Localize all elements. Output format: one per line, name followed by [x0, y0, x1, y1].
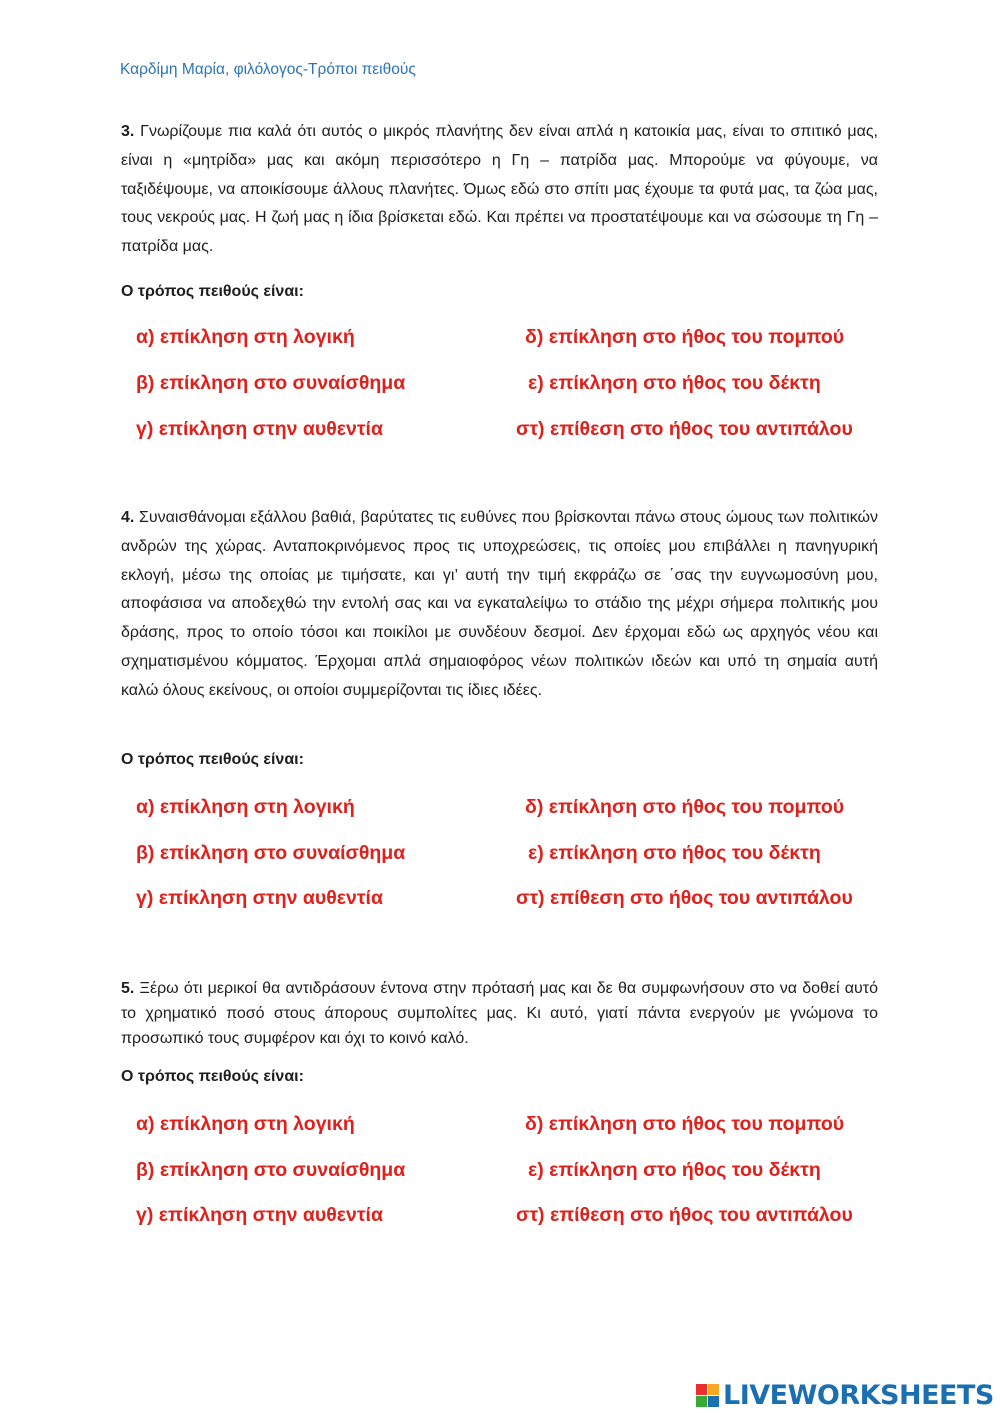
q5-option-e[interactable]: ε) επίκληση στο ήθος του δέκτη — [528, 1159, 821, 1181]
q4-option-c[interactable]: γ) επίκληση στην αυθεντία — [136, 887, 383, 909]
question-4-number: 4. — [121, 509, 135, 526]
q5-option-a[interactable]: α) επίκληση στη λογική — [136, 1113, 355, 1135]
q3-option-d[interactable]: δ) επίκληση στο ήθος του πομπού — [525, 326, 845, 348]
q3-option-b[interactable]: β) επίκληση στο συναίσθημα — [136, 372, 406, 394]
q5-option-f[interactable]: στ) επίθεση στο ήθος του αντιπάλου — [516, 1204, 853, 1226]
question-3-prompt: Ο τρόπος πειθούς είναι: — [121, 283, 304, 300]
logo-square-red — [696, 1384, 707, 1395]
question-4-prompt: Ο τρόπος πειθούς είναι: — [121, 751, 304, 768]
q5-option-d[interactable]: δ) επίκληση στο ήθος του πομπού — [525, 1113, 845, 1135]
q4-option-d[interactable]: δ) επίκληση στο ήθος του πομπού — [525, 796, 845, 818]
question-3-number: 3. — [121, 123, 135, 140]
q3-option-a[interactable]: α) επίκληση στη λογική — [136, 326, 355, 348]
q5-option-b[interactable]: β) επίκληση στο συναίσθημα — [136, 1159, 406, 1181]
q3-option-f[interactable]: στ) επίθεση στο ήθος του αντιπάλου — [516, 418, 853, 440]
question-5-text: 5. Ξέρω ότι μερικοί θα αντιδράσουν έντονα στην πρότασή μας και δε θα συμφωνήσουν στο να δοθεί αυτό το χρηματικό ποσό στους άπορους συμπολίτες μας. Κι αυτό, γιατί πάντα ενεργούν με γνώμονα το προσωπικό τους συμφέρον και όχι το κοινό καλό. — [121, 980, 878, 1047]
logo-square-green — [696, 1396, 707, 1407]
logo-square-blue — [708, 1396, 719, 1407]
question-5-prompt: Ο τρόπος πειθούς είναι: — [121, 1068, 304, 1085]
q4-option-e[interactable]: ε) επίκληση στο ήθος του δέκτη — [528, 842, 821, 864]
q5-option-c[interactable]: γ) επίκληση στην αυθεντία — [136, 1204, 383, 1226]
liveworksheets-logo-icon — [696, 1384, 719, 1407]
q4-option-b[interactable]: β) επίκληση στο συναίσθημα — [136, 842, 406, 864]
page-header: Καρδίμη Μαρία, φιλόλογος-Τρόποι πειθούς — [120, 61, 416, 78]
liveworksheets-logo-text: LIVEWORKSHEETS — [723, 1379, 994, 1411]
question-5-number: 5. — [121, 980, 135, 997]
q4-option-f[interactable]: στ) επίθεση στο ήθος του αντιπάλου — [516, 887, 853, 909]
q4-option-a[interactable]: α) επίκληση στη λογική — [136, 796, 355, 818]
q3-option-c[interactable]: γ) επίκληση στην αυθεντία — [136, 418, 383, 440]
question-3-text: 3. Γνωρίζουμε πια καλά ότι αυτός ο μικρός πλανήτης δεν είναι απλά η κατοικία μας, είναι το σπιτικό μας, είναι η «μητρίδα» μας και ακόμη περισσότερο η Γη – πατρίδα μας. Μπορούμε να φύγουμε, να ταξιδέψουμε, να αποικίσουμε άλλους πλανήτες. Όμως εδώ στο σπίτι μας έχουμε τα φυτά μας, τα ζώα μας, τους νεκρούς μας. Η ζωή μας η ίδια βρίσκεται εδώ. Και πρέπει να προστατέψουμε και να σώσουμε τη Γη – πατρίδα μας. — [121, 123, 878, 256]
logo-square-orange — [708, 1384, 719, 1395]
question-4-text: 4. Συναισθάνομαι εξάλλου βαθιά, βαρύτατες τις ευθύνες που βρίσκονται πάνω στους ώμους των πολιτικών ανδρών της χώρας. Ανταποκρινόμενος προς τις υποχρεώσεις, τις οποίες μου επιβάλλει η πανηγυρική εκλογή, μέσω της οποίας με τιμήσατε, και γι’ αυτή την τιμή εκφράζω σε ΄σας την ευγνωμοσύνη μου, αποφάσισα να αποδεχθώ την εντολή σας και να εγκαταλείψω το στάδιο της μέχρι σήμερα πολιτικής μου δράσης, προς το οποίο τόσοι και ποικίλοι με συνδέουν δεσμοί. Δεν έρχομαι εδώ ως αρχηγός νέου και σχηματισμένου κόμματος. Έρχομαι απλά σημαιοφόρος νέων πολιτικών ιδεών και υπό τη σημαία αυτή καλώ όλους εκείνους, οι οποίοι συμμερίζονται τις ίδιες ιδέες. — [121, 509, 878, 699]
liveworksheets-logo — [696, 1378, 994, 1412]
q3-option-e[interactable]: ε) επίκληση στο ήθος του δέκτη — [528, 372, 821, 394]
